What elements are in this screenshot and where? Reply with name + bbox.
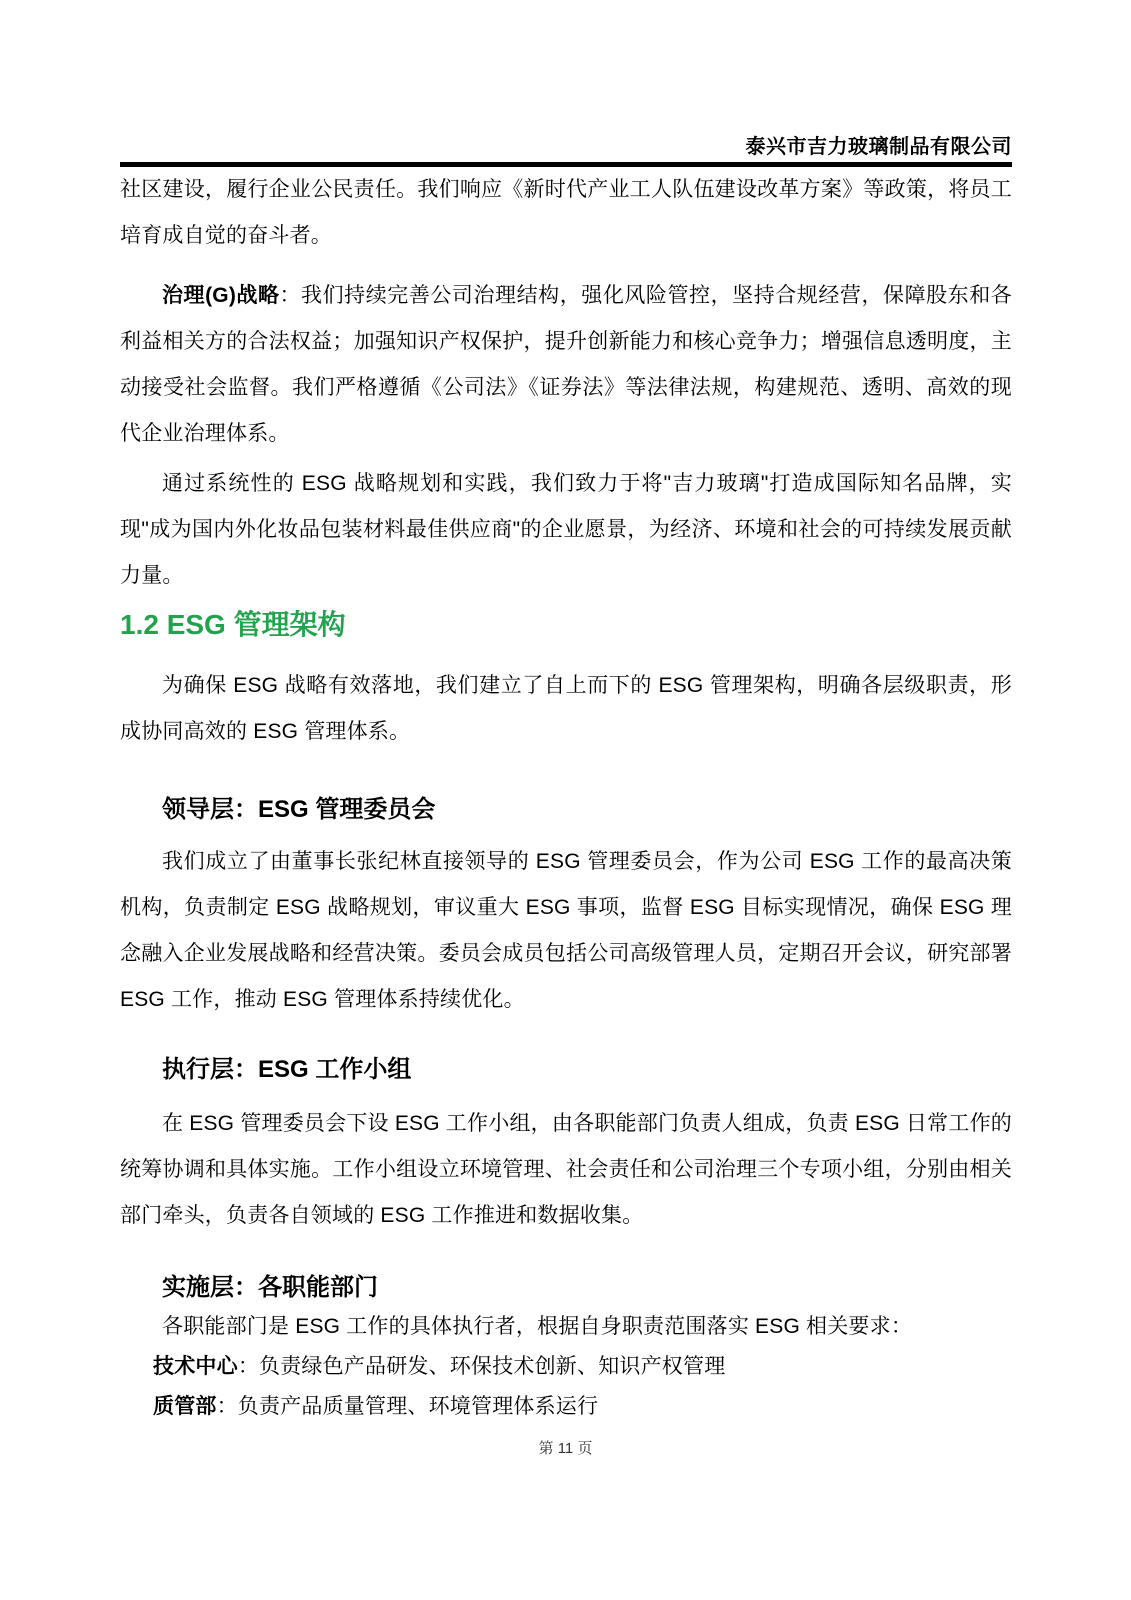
department-name-tech-center: 技术中心 <box>153 1355 238 1378</box>
department-name-quality-dept: 质管部 <box>153 1395 217 1418</box>
department-item-quality-dept <box>120 1387 1012 1427</box>
page-footer <box>0 1438 1131 1460</box>
subsection-heading-leadership-committee: 领导层：ESG 管理委员会 <box>162 796 436 823</box>
governance-text: ：我们持续完善公司治理结构，强化风险管控，坚持合规经营，保障股东和各利益相关方的合法权益；加强知识产权保护，提升创新能力和核心竞争力；增强信息透明度，主动接受社会监督。我们严格遵循《公司法》《证券法》等法律法规，构建规范、透明、高效的现代企业治理体系。 <box>120 284 1012 445</box>
paragraph-community: 社区建设，履行企业公民责任。我们响应《新时代产业工人队伍建设改革方案》等政策，将员工培育成自觉的奋斗者。 <box>120 178 1012 247</box>
paragraph-governance <box>120 273 1012 457</box>
page-content <box>120 167 1012 1427</box>
page-number: 第 11 页 <box>538 1440 593 1457</box>
governance-lead-label: 治理(G)战略 <box>162 284 280 307</box>
header-company-name: 泰兴市吉力玻璃制品有限公司 <box>745 136 1012 158</box>
department-item-tech-center <box>120 1347 1012 1387</box>
page-header <box>120 0 1012 167</box>
paragraph-working-group: 在 ESG 管理委员会下设 ESG 工作小组，由各职能部门负责人组成，负责 ESG 日常工作的统筹协调和具体实施。工作小组设立环境管理、社会责任和公司治理三个专项小组，分别由相关部门牵头，负责各自领域的 ESG 工作推进和数据收集。 <box>120 1112 1012 1227</box>
department-duty-quality-dept: ：负责产品质量管理、环境管理体系运行 <box>216 1395 599 1418</box>
subsection-heading-functional-departments: 实施层：各职能部门 <box>162 1274 378 1301</box>
paragraph-vision: 通过系统性的 ESG 战略规划和实践，我们致力于将"吉力玻璃"打造成国际知名品牌，实现"成为国内外化妆品包装材料最佳供应商"的企业愿景，为经济、环境和社会的可持续发展贡献力量。 <box>120 472 1012 587</box>
section-heading-esg-governance-structure: 1.2 ESG 管理架构 <box>120 609 346 640</box>
paragraph-functional-departments: 各职能部门是 ESG 工作的具体执行者，根据自身职责范围落实 ESG 相关要求： <box>162 1315 913 1338</box>
paragraph-section-intro: 为确保 ESG 战略有效落地，我们建立了自上而下的 ESG 管理架构，明确各层级职责，形成协同高效的 ESG 管理体系。 <box>120 674 1012 743</box>
department-duty-tech-center: ：负责绿色产品研发、环保技术创新、知识产权管理 <box>237 1355 726 1378</box>
subsection-heading-working-group: 执行层：ESG 工作小组 <box>162 1056 412 1083</box>
paragraph-leadership-committee: 我们成立了由董事长张纪林直接领导的 ESG 管理委员会，作为公司 ESG 工作的最高决策机构，负责制定 ESG 战略规划，审议重大 ESG 事项，监督 ESG 目标实现情况，确保 ESG 理念融入企业发展战略和经营决策。委员会成员包括公司高级管理人员，定期召开会议，研究部署 ESG 工作，推动 ESG 管理体系持续优化。 <box>120 850 1012 1011</box>
